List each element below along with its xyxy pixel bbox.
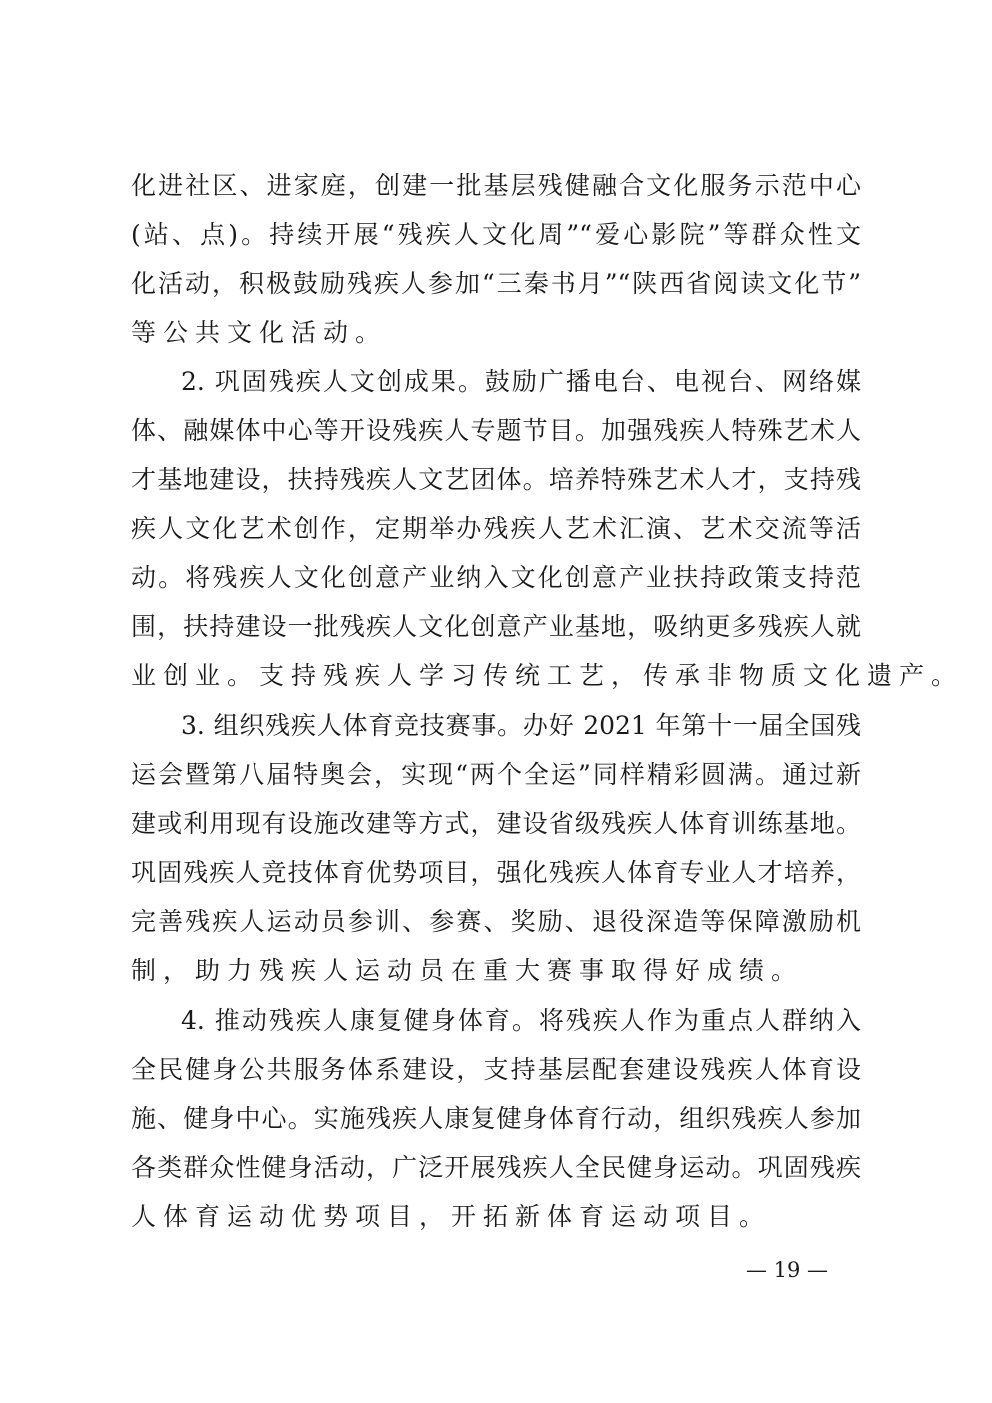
text-line: 全民健身公共服务体系建设，支持基层配套建设残疾人体育设 [131,1055,861,1084]
paragraph-heading-line: 4. 推动残疾人康复健身体育。将残疾人作为重点人群纳入 [181,1006,861,1035]
text-line: 围，扶持建设一批残疾人文化创意产业基地，吸纳更多残疾人就 [131,612,861,641]
text-line: 巩固残疾人竞技体育优势项目，强化残疾人体育专业人才培养， [131,858,861,887]
text-line: 化进社区、进家庭，创建一批基层残健融合文化服务示范中心 [131,171,861,200]
text-line: 业创业。支持残疾人学习传统工艺，传承非物质文化遗产。 [131,661,964,690]
text-line: 各类群众性健身活动，广泛开展残疾人全民健身运动。巩固残疾 [131,1153,861,1182]
text-line: 动。将残疾人文化创意产业纳入文化创意产业扶持政策支持范 [131,563,861,592]
text-line: 人体育运动优势项目，开拓新体育运动项目。 [131,1202,772,1231]
text-line: 运会暨第八届特奥会，实现“两个全运”同样精彩圆满。通过新 [131,760,861,789]
text-line: (站、点)。持续开展“残疾人文化周”“爱心影院”等群众性文 [131,220,861,249]
text-line: 才基地建设，扶持残疾人文艺团体。培养特殊艺术人才，支持残 [131,465,861,494]
text-line: 完善残疾人运动员参训、参赛、奖励、退役深造等保障激励机 [131,907,861,936]
text-line: 制，助力残疾人运动员在重大赛事取得好成绩。 [131,956,804,985]
paragraph-heading-line: 3. 组织残疾人体育竞技赛事。办好 2021 年第十一届全国残 [181,711,861,740]
text-line: 施、健身中心。实施残疾人康复健身体育行动，组织残疾人参加 [131,1104,861,1133]
page-number: — 19 — [745,1258,829,1282]
text-line: 化活动，积极鼓励残疾人参加“三秦书月”“陕西省阅读文化节” [131,269,861,298]
text-line: 体、融媒体中心等开设残疾人专题节目。加强残疾人特殊艺术人 [131,416,861,445]
paragraph-heading-line: 2. 巩固残疾人文创成果。鼓励广播电台、电视台、网络媒 [181,367,861,396]
text-line: 疾人文化艺术创作，定期举办残疾人艺术汇演、艺术交流等活 [131,514,861,543]
text-line: 等公共文化活动。 [131,318,388,347]
text-line: 建或利用现有设施改建等方式，建设省级残疾人体育训练基地。 [131,809,861,838]
